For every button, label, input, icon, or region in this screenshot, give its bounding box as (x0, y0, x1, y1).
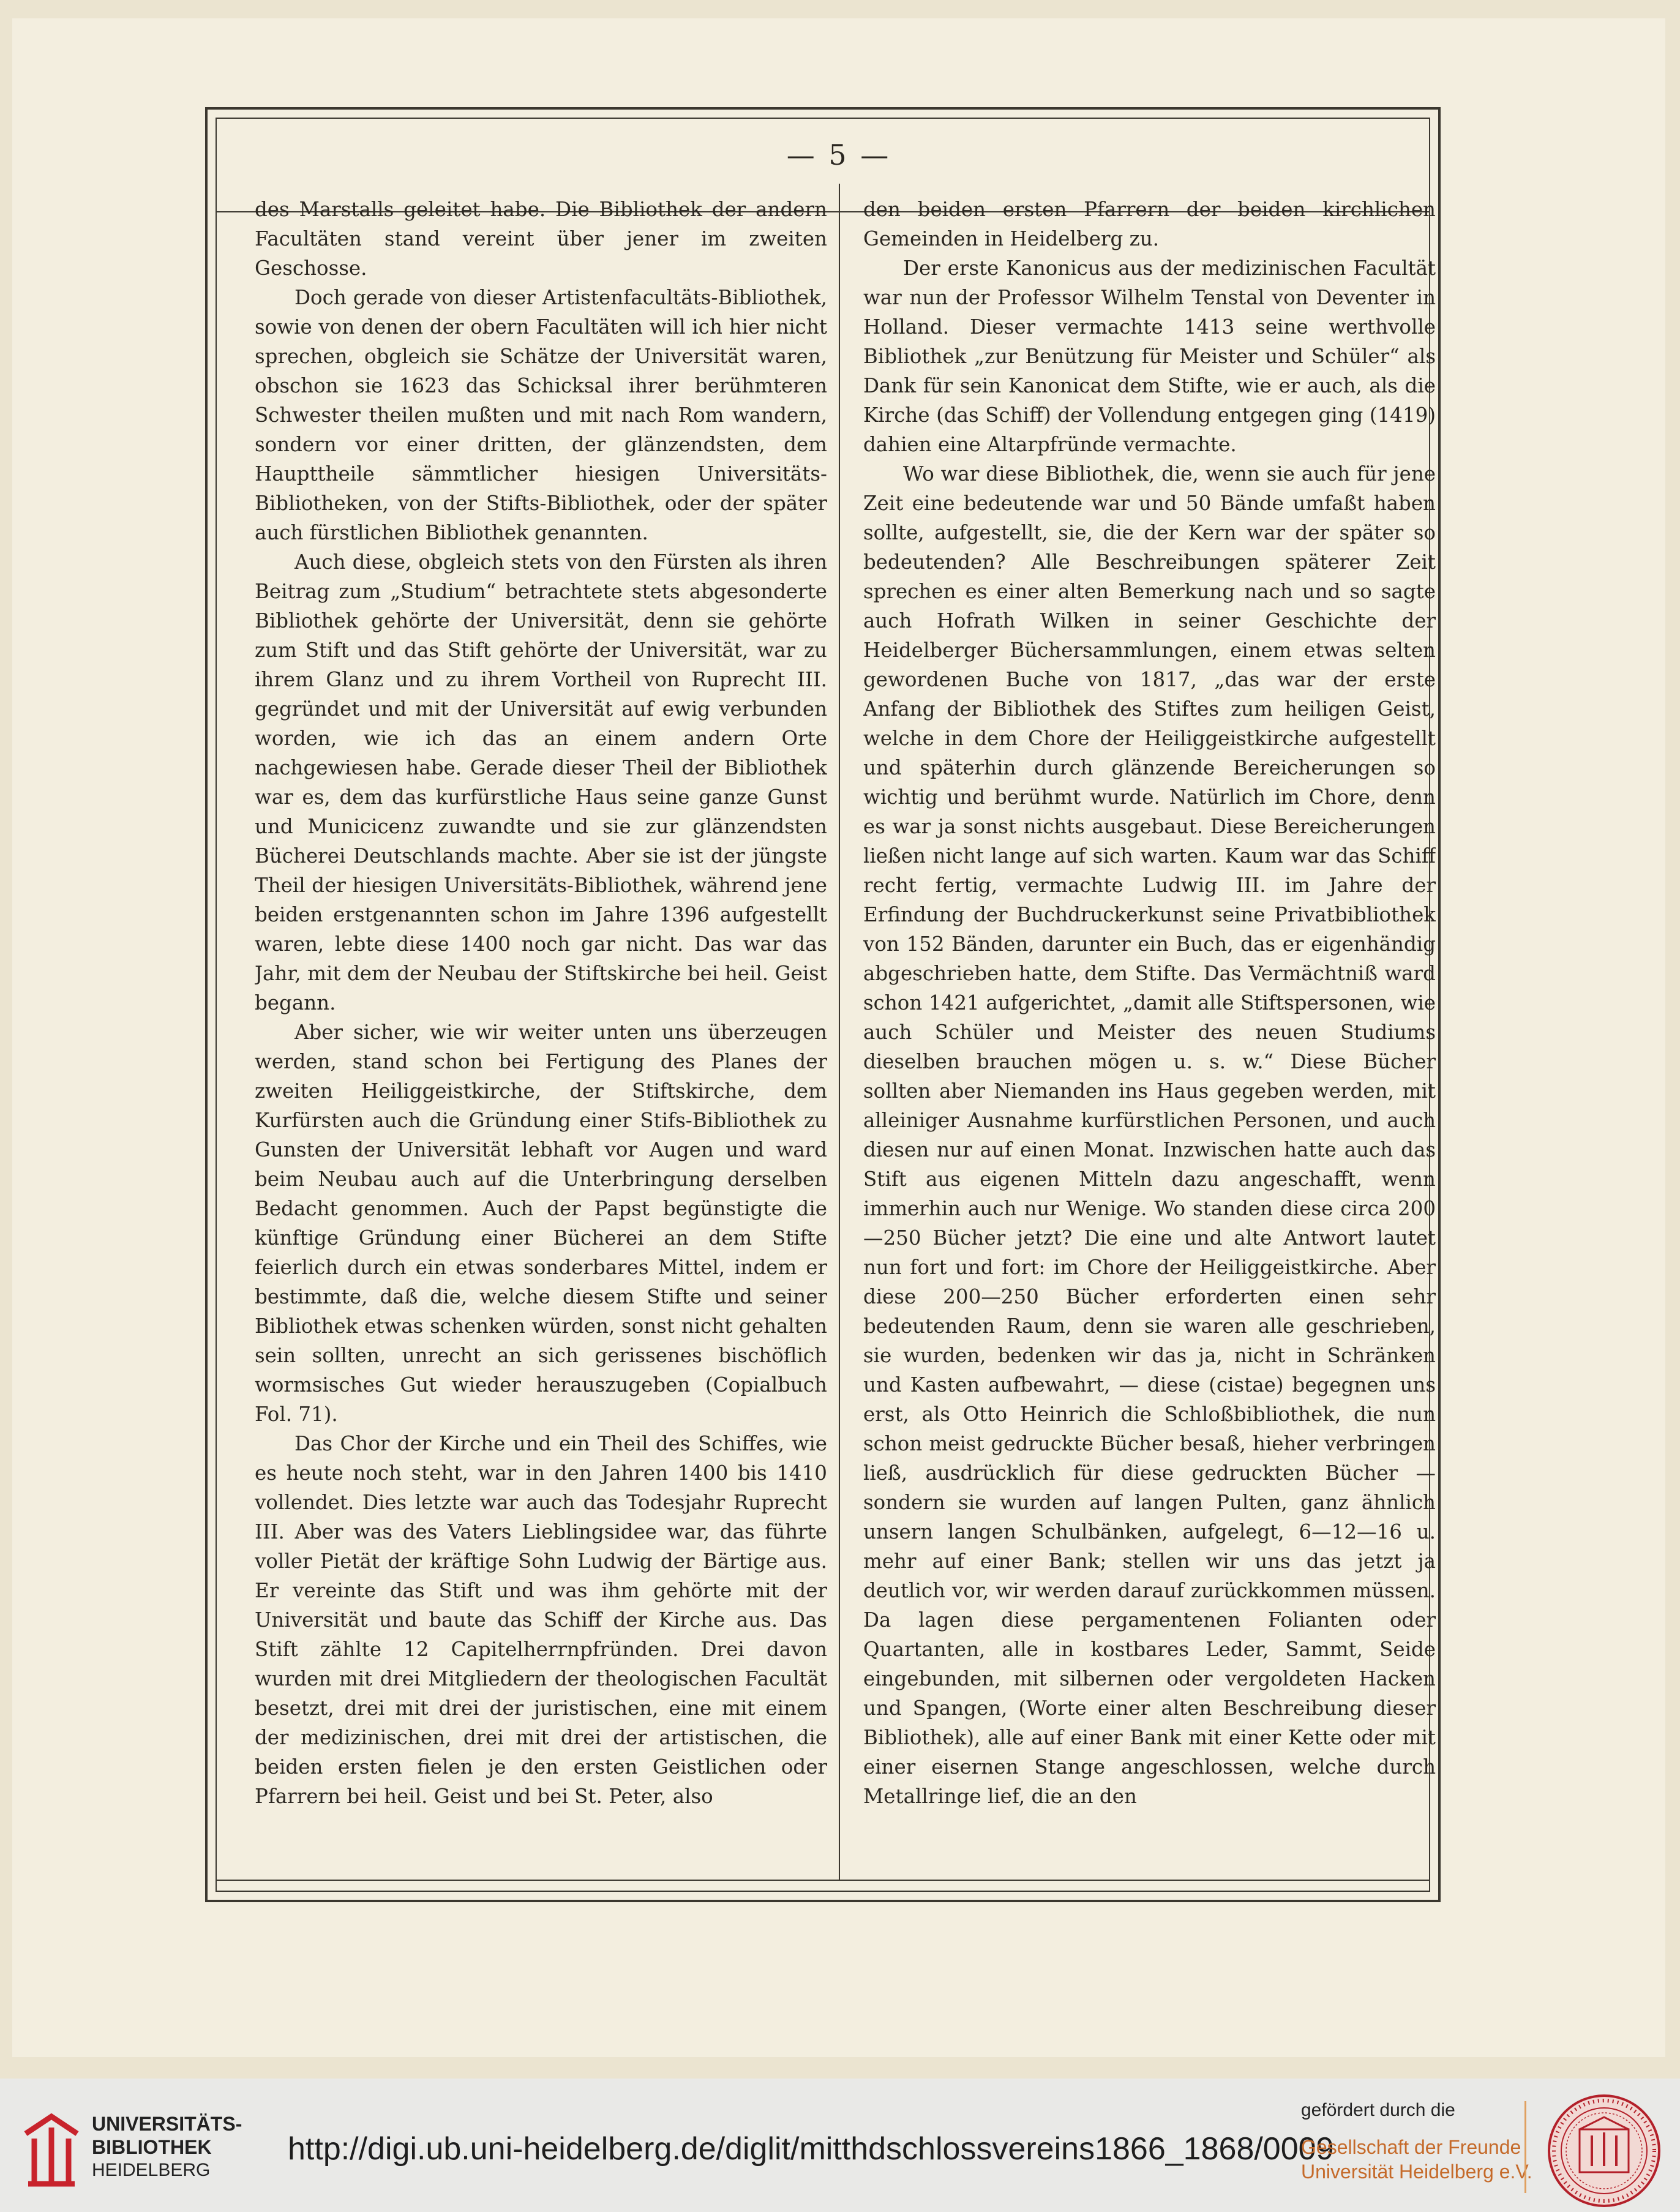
paragraph: den beiden ersten Pfarrern der beiden kirchlichen Gemeinden in Heidelberg zu. (863, 198, 1436, 250)
page-number: — 5 — (786, 138, 891, 171)
university-seal-icon (1546, 2093, 1662, 2209)
column-divider (839, 184, 840, 1880)
paragraph: Auch diese, obgleich stets von den Fürsten als ihren Beitrag zum „Studium“ betrachtete stets abgesonderte Bibliothek gehörte der Universität, denn sie gehörte zum Stift und das Stift gehörte der Universität, war zu ihrem Glanz und zu ihrem Vortheil von Ruprecht III. gegründet und mit der Universität auf ewig verbunden worden, wie ich das an einem andern Orte nachgewiesen habe. Gerade dieser Theil der Bibliothek war es, dem das kurfürstliche Haus seine ganze Gunst und Municicenz zuwandte und sie zur glänzendsten Bücherei Deutschlands machte. Aber sie ist der jüngste Theil der hiesigen Universitäts-Bibliothek, während jene beiden erstgenannten schon im Jahre 1396 aufgestellt waren, lebte diese 1400 noch gar nicht. Das war das Jahr, mit dem der Neubau der Stiftskirche bei heil. Geist begann. (255, 550, 827, 1014)
library-name (92, 2112, 242, 2182)
left-text-column (255, 195, 827, 1872)
paragraph: Der erste Kanonicus aus der medizinischen Facultät war nun der Professor Wilhelm Tenstal von Deventer in Holland. Dieser vermachte 1413 seine werthvolle Bibliothek „zur Benützung für Meister und Schüler“ als Dank für sein Kanonicat dem Stifte, wie er auch, als die Kirche (das Schiff) der Vollendung entgegen ging (1419) dahien eine Altarpfründe vermachte. (863, 257, 1436, 456)
society-name[interactable] (1301, 2135, 1532, 2184)
permalink-url[interactable]: http://digi.ub.uni-heidelberg.de/diglit/mitthdschlossvereins1866_1868/0009 (288, 2131, 1334, 2167)
library-name-line2: BIBLIOTHEK (92, 2136, 212, 2158)
paragraph: Doch gerade von dieser Artistenfacultäts-Bibliothek, sowie von denen der obern Facultäten will ich hier nicht sprechen, obgleich sie Schätze der Universität waren, obschon sie 1623 das Schicksal ihrer berühmteren Schwester theilen mußten und mit nach Rom wandern, sondern vor einer dritten, der glänzendsten, dem Haupttheile sämmtlicher hiesigen Universitäts-Bibliotheken, von der Stifts-Bibliothek, oder der später auch fürstlichen Bibliothek genannten. (255, 286, 827, 544)
paragraph: des Marstalls geleitet habe. Die Bibliothek der andern Facultäten stand vereint über jener im zweiten Geschosse. (255, 198, 827, 280)
right-text-column (863, 195, 1436, 1872)
paragraph: Aber sicher, wie wir weiter unten uns überzeugen werden, stand schon bei Fertigung des Planes der zweiten Heiliggeistkirche, der Stiftskirche, dem Kurfürsten auch die Gründung einer Stifs-Bibliothek zu Gunsten der Universität lebhaft vor Augen und ward beim Neubau auch auf die Unterbringung derselben Bedacht genommen. Auch der Papst begünstigte die künftige Gründung einer Bücherei an dem Stifte feierlich durch ein etwas sonderbares Mittel, indem er bestimmte, daß die, welche diesem Stifte und seiner Bibliothek etwas schenken würden, sonst nicht gehalten sein sollten, unrecht an sich gerissenes bischöflich wormsisches Gut wieder herauszugeben (Copialbuch Fol. 71). (255, 1021, 827, 1426)
paragraph: Das Chor der Kirche und ein Theil des Schiffes, wie es heute noch steht, war in den Jahren 1400 bis 1410 vollendet. Dies letzte war auch das Todesjahr Ruprecht III. Aber was des Vaters Lieblingsidee war, das führte voller Pietät der kräftige Sohn Ludwig der Bärtige aus. Er vereinte das Stift und was ihm gehörte mit der Universität und baute das Schiff der Kirche aus. Das Stift zählte 12 Capitelherrnpfründen. Drei davon wurden mit drei Mitgliedern der theologischen Facultät besetzt, drei mit drei der juristischen, eine mit einem der medizinischen, drei mit drei der artistischen, die beiden ersten fielen je den ersten Geistlichen oder Pfarrern bei heil. Geist und bei St. Peter, also (255, 1432, 827, 1808)
paragraph: Wo war diese Bibliothek, die, wenn sie auch für jene Zeit eine bedeutende war und 50 Bände umfaßt haben sollte, aufgestellt, sie, die der Kern war der später so bedeutenden? Alle Beschreibungen späterer Zeit sprechen es einer alten Bemerkung nach und so sagte auch Hofrath Wilken in seiner Geschichte der Heidelberger Büchersammlungen, einem etwas selten gewordenen Buche von 1817, „das war der erste Anfang der Bibliothek des Stiftes zum heiligen Geist, welche in dem Chore der Heiliggeistkirche aufgestellt und späterhin durch glänzende Bereicherungen so wichtig und berühmt wurde. Natürlich im Chore, denn es war ja sonst nichts ausgebaut. Diese Bereicherungen ließen nicht lange auf sich warten. Kaum war das Schiff recht fertig, vermachte Ludwig III. im Jahre der Erfindung der Buchdruckerkunst seine Privatbibliothek von 152 Bänden, darunter ein Buch, das er eigenhändig abgeschrieben hatte, dem Stifte. Das Vermächtniß ward schon 1421 aufgerichtet, „damit alle Stiftspersonen, wie auch Schüler und Meister des neuen Studiums dieselben brauchen mögen u. s. w.“ Diese Bücher sollten aber Niemanden ins Haus gegeben werden, mit alleiniger Ausnahme kurfürstlichen Personen, und auch diesen nur auf einen Monat. Inzwischen hatte auch das Stift aus eigenen Mitteln dazu angeschafft, wenn immerhin auch nur Wenige. Wo standen diese circa 200—250 Bücher jetzt? Die eine und alte Antwort lautet nun fort und fort: im Chore der Heiliggeistkirche. Aber diese 200—250 Bücher erforderten einen sehr bedeutenden Raum, denn sie waren alle geschrieben, sie wurden, bedenken wir das ja, nicht in Schränken und Kasten aufbewahrt, — diese (cistae) begegnen uns erst, als Otto Heinrich die Schloßbibliothek, die nun schon meist gedruckte Bücher besaß, hieher verbringen ließ, ausdrücklich für diese gedruckten Bücher — sondern sie wurden auf langen Pulten, ganz ähnlich unsern langen Schulbänken, aufgelegt, 6—12—16 u. mehr auf einer Bank; stellen wir uns das jetzt ja deutlich vor, wir werden darauf zurückkommen müssen. Da lagen diese pergamentenen Folianten oder Quartanten, alle in kostbares Leder, Sammt, Seide eingebunden, mit silbernen oder vergoldeten Hacken und Spangen, (Worte einer alten Beschreibung dieser Bibliothek), alle auf einer Bank mit einer Kette oder mit einer eisernen Stange angeschlossen, welche durch Metallringe lief, die an den (863, 462, 1436, 1808)
footer-separator (1524, 2101, 1526, 2193)
footer-rule (216, 1880, 1430, 1881)
library-name-line3: HEIDELBERG (92, 2160, 211, 2180)
society-name-line1: Gesellschaft der Freunde (1301, 2136, 1521, 2158)
society-name-line2: Universität Heidelberg e.V. (1301, 2161, 1532, 2183)
university-library-logo-icon[interactable] (21, 2109, 82, 2189)
funded-by-label: gefördert durch die (1301, 2100, 1455, 2120)
library-name-line1: UNIVERSITÄTS- (92, 2113, 242, 2135)
